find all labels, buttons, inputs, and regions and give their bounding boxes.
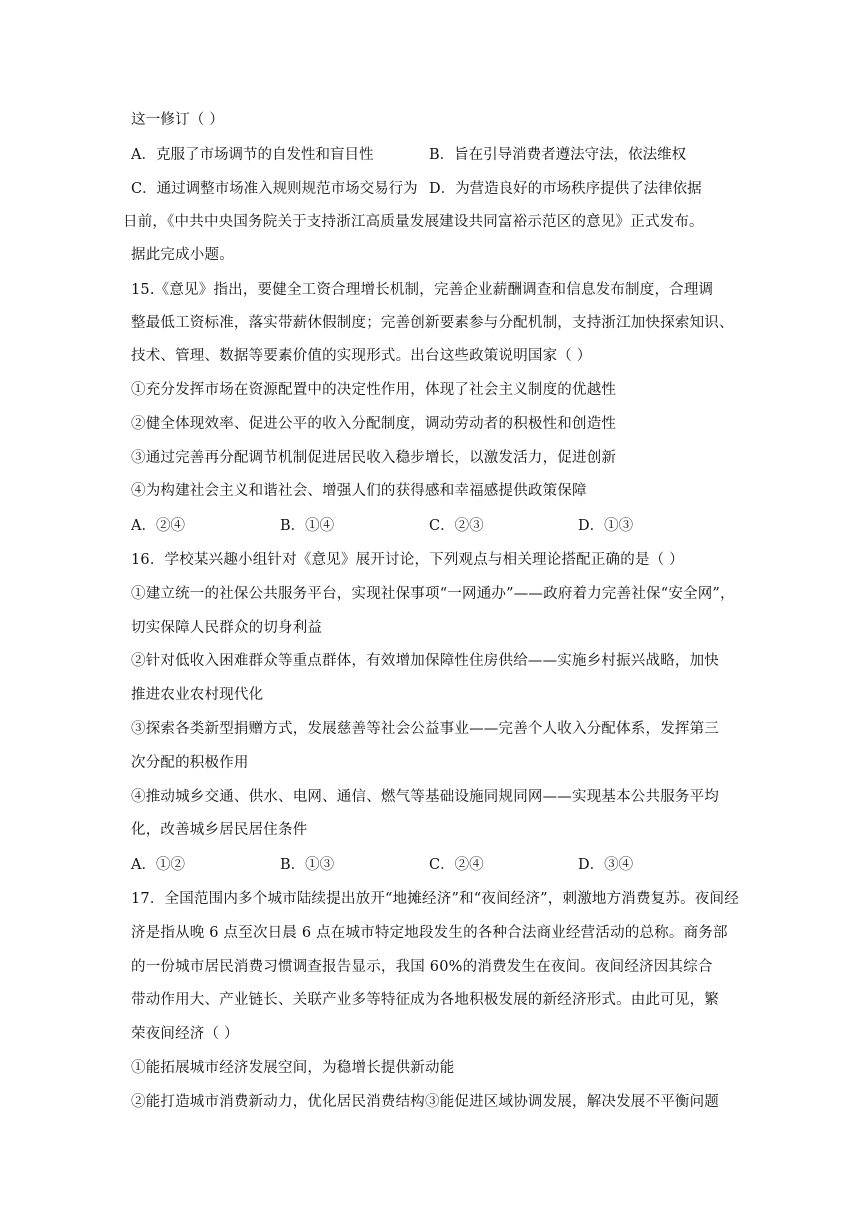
q15-stem-line-2: 整最低工资标准，落实带薪休假制度；完善创新要素参与分配机制，支持浙江加快探索知识、 — [131, 315, 734, 331]
q17-stem-line-5: 荣夜间经济（ ） — [131, 1026, 239, 1042]
q17-stem-line-3: 的一份城市居民消费习惯调查报告显示，我国 60%的消费发生在夜间。夜间经济因其综合 — [131, 959, 713, 975]
q16-item-4-line-1: ④推动城乡交通、供水、电网、通信、燃气等基础设施同规同网——实现基本公共服务平均 — [131, 789, 719, 805]
q16-item-2-line-2: 推进农业农村现代化 — [131, 687, 264, 703]
q16-stem: 16．学校某兴趣小组针对《意见》展开讨论，下列观点与相关理论搭配正确的是（ ） — [131, 552, 684, 568]
intro-line-2: 据此完成小题。 — [131, 247, 234, 263]
q16-item-1-line-1: ①建立统一的社保公共服务平台，实现社保事项“一网通办”——政府着力完善社保“安全网”， — [131, 586, 735, 602]
intro-line-1: 日前，《中共中央国务院关于支持浙江高质量发展建设共同富裕示范区的意见》正式发布。 — [123, 214, 704, 230]
q16-item-4-line-2: 化，改善城乡居民居住条件 — [131, 822, 308, 838]
q15-option-a: A．②④ — [131, 518, 185, 534]
q14-option-d: D．为营造良好的市场秩序提供了法律依据 — [429, 181, 702, 197]
q14-option-c: C．通过调整市场准入规则规范市场交易行为 — [131, 181, 418, 197]
q17-stem-line-1: 17．全国范围内多个城市陆续提出放开“地摊经济”和“夜间经济”，刺激地方消费复苏。夜间经 — [131, 891, 739, 907]
q14-option-b: B．旨在引导消费者遵法守法，依法维权 — [429, 147, 687, 163]
q17-stem-line-4: 带动作用大、产业链长、关联产业多等特征成为各地积极发展的新经济形式。由此可见，繁 — [131, 992, 719, 1008]
q17-item-2-3: ②能打造城市消费新动力，优化居民消费结构③能促进区域协调发展，解决发展不平衡问题 — [131, 1094, 719, 1110]
q17-item-1: ①能拓展城市经济发展空间，为稳增长提供新动能 — [131, 1060, 455, 1076]
q16-item-2-line-1: ②针对低收入困难群众等重点群体，有效增加保障性住房供给——实施乡村振兴战略，加快 — [131, 653, 719, 669]
q16-option-c: C．②④ — [429, 857, 484, 873]
q15-option-b: B．①④ — [280, 518, 335, 534]
q15-item-1: ①充分发挥市场在资源配置中的决定性作用，体现了社会主义制度的优越性 — [131, 382, 617, 398]
q16-item-1-line-2: 切实保障人民群众的切身利益 — [131, 620, 323, 636]
q15-item-2: ②健全体现效率、促进公平的收入分配制度，调动劳动者的积极性和创造性 — [131, 416, 617, 432]
q15-option-c: C．②③ — [429, 518, 484, 534]
q16-option-b: B．①③ — [280, 857, 335, 873]
q14-stem-tail: 这一修订（ ） — [131, 112, 225, 128]
q16-option-d: D．③④ — [578, 857, 634, 873]
q15-item-4: ④为构建社会主义和谐社会、增强人们的获得感和幸福感提供政策保障 — [131, 483, 587, 499]
q16-option-a: A．①② — [131, 857, 185, 873]
q15-stem-line-3: 技术、管理、数据等要素价值的实现形式。出台这些政策说明国家（ ） — [131, 348, 592, 364]
q15-item-3: ③通过完善再分配调节机制促进居民收入稳步增长，以激发活力，促进创新 — [131, 450, 617, 466]
q16-item-3-line-2: 次分配的积极作用 — [131, 755, 249, 771]
q17-stem-line-2: 济是指从晚 6 点至次日晨 6 点在城市特定地段发生的各种合法商业经营活动的总称。商务部 — [131, 925, 728, 941]
q14-option-a: A．克服了市场调节的自发性和盲目性 — [131, 147, 374, 163]
q15-option-d: D．①③ — [578, 518, 634, 534]
q15-stem-line-1: 15.《意见》指出，要健全工资合理增长机制，完善企业薪酬调查和信息发布制度，合理调 — [131, 282, 714, 298]
q16-item-3-line-1: ③探索各类新型捐赠方式，发展慈善等社会公益事业——完善个人收入分配体系，发挥第三 — [131, 721, 719, 737]
